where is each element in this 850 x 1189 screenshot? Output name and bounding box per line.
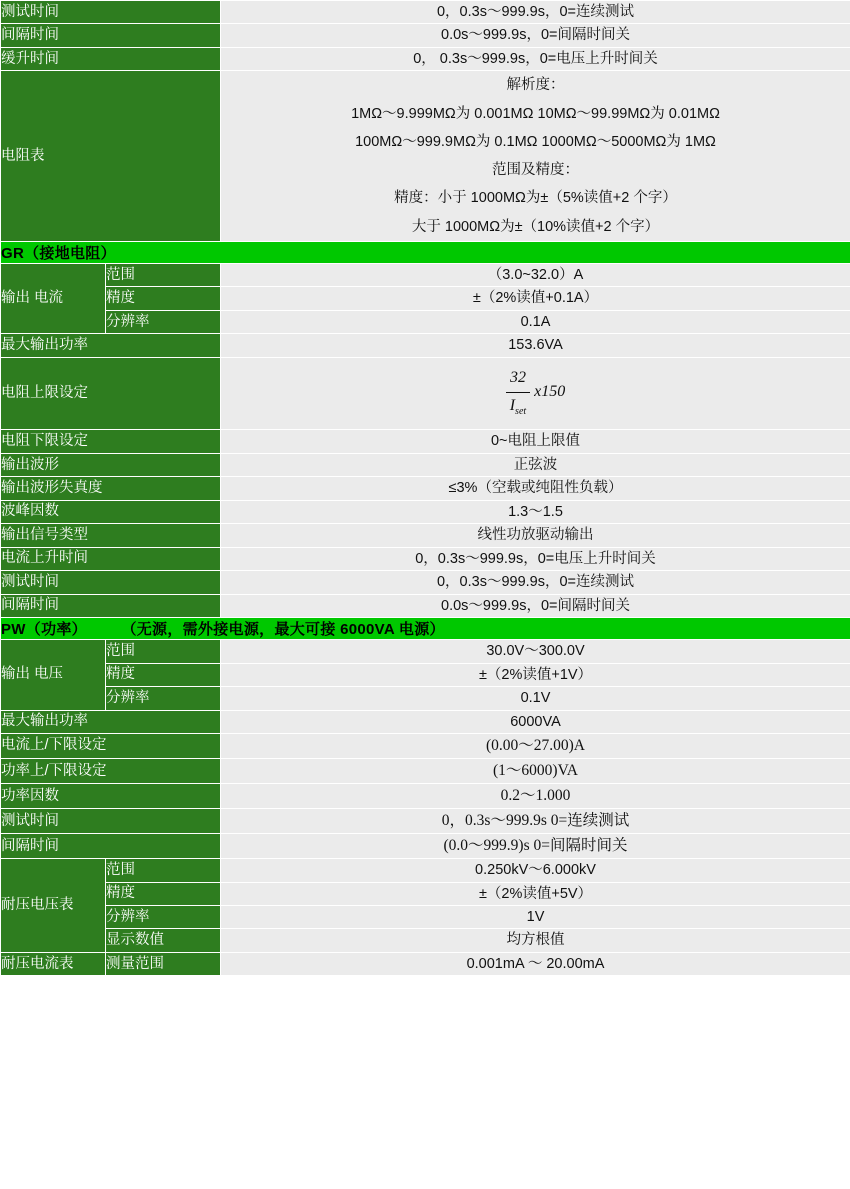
label-line-1: 输出 — [1, 289, 30, 306]
sub-row-value: 均方根值 — [221, 929, 850, 952]
row-label: 缓升时间 — [1, 47, 221, 70]
row-value: 0.0s～999.9s，0=间隔时间关 — [221, 594, 850, 617]
sub-row-value: 0.1A — [221, 310, 850, 333]
section-header-pw-cell — [1, 618, 850, 640]
row-value: ≤3%（空载或纯阻性负载） — [221, 477, 850, 500]
row-label: 间隔时间 — [1, 594, 221, 617]
table-row — [1, 47, 850, 70]
row-value: 0，0.3s～999.9s，0=连续测试 — [221, 1, 850, 24]
section-note: （无源，需外接电源，最大可接 6000VA 电源） — [121, 621, 445, 639]
sub-row-label: 精度 — [106, 882, 221, 905]
sub-row-label: 分辨率 — [106, 310, 221, 333]
row-label: 测试时间 — [1, 1, 221, 24]
label-line-2: 电压 — [34, 666, 64, 683]
table-row — [1, 882, 850, 905]
resistance-line: 范围及精度： — [492, 162, 579, 179]
row-label-output-current — [1, 264, 106, 334]
row-label-withstand-voltmeter: 耐压电压表 — [1, 859, 106, 953]
row-value: 0，0.3s～999.9s，0=电压上升时间关 — [221, 547, 850, 570]
row-value: 6000VA — [221, 710, 850, 733]
section-header-gr — [1, 242, 850, 264]
sub-row-label: 测量范围 — [106, 952, 221, 975]
table-row-resistance-meter — [1, 71, 850, 242]
table-row — [1, 687, 850, 710]
row-label: 间隔时间 — [1, 834, 221, 859]
row-value: 0.2～1.000 — [221, 784, 850, 809]
sub-row-value: 0.1V — [221, 687, 850, 710]
table-row — [1, 547, 850, 570]
section-title: GR（接地电阻） — [1, 242, 850, 264]
table-row — [1, 1, 850, 24]
row-label: 波峰因数 — [1, 500, 221, 523]
row-value-formula — [221, 357, 850, 429]
sub-row-value: 30.0V～300.0V — [221, 640, 850, 663]
table-row — [1, 784, 850, 809]
section-title: PW（功率） — [1, 621, 87, 639]
row-label: 间隔时间 — [1, 24, 221, 47]
table-row — [1, 524, 850, 547]
row-value: (0.0～999.9)s 0=间隔时间关 — [221, 834, 850, 859]
row-value: (1～6000)VA — [221, 759, 850, 784]
row-label: 测试时间 — [1, 571, 221, 594]
sub-row-value: 0.001mA ～ 20.00mA — [221, 952, 850, 975]
table-row — [1, 640, 850, 663]
row-label: 电阻下限设定 — [1, 430, 221, 453]
row-label-output-voltage — [1, 640, 106, 710]
fraction-denominator: $I_{set}$ — [506, 392, 530, 420]
row-value: 0，0.3s～999.9s，0=连续测试 — [221, 571, 850, 594]
sub-row-value: ±（2%读值+1V） — [221, 663, 850, 686]
table-row — [1, 594, 850, 617]
table-row — [1, 952, 850, 975]
sub-row-label: 精度 — [106, 663, 221, 686]
sub-row-label: 分辨率 — [106, 906, 221, 929]
sub-row-value: 1V — [221, 906, 850, 929]
formula-multiplier: x150 — [534, 383, 566, 401]
table-row — [1, 834, 850, 859]
resistance-meter-value — [221, 71, 850, 242]
resistance-line: 解析度： — [506, 77, 565, 94]
table-row — [1, 334, 850, 357]
table-row — [1, 264, 850, 287]
row-label-withstand-ammeter: 耐压电流表 — [1, 952, 106, 975]
row-value: 0.0s～999.9s，0=间隔时间关 — [221, 24, 850, 47]
row-value: 1.3～1.5 — [221, 500, 850, 523]
row-label: 测试时间 — [1, 809, 221, 834]
table-row — [1, 477, 850, 500]
resistance-line: 1MΩ～9.999MΩ为 0.001MΩ 10MΩ～99.99MΩ为 0.01MΩ — [351, 105, 720, 122]
resistance-line: 100MΩ～999.9MΩ为 0.1MΩ 1000MΩ～5000MΩ为 1MΩ — [355, 133, 716, 150]
row-label: 输出波形 — [1, 453, 221, 476]
sub-row-value: 0.250kV～6.000kV — [221, 859, 850, 882]
sub-row-label: 范围 — [106, 859, 221, 882]
sub-row-label: 范围 — [106, 640, 221, 663]
table-row — [1, 453, 850, 476]
row-label: 功率上/下限设定 — [1, 759, 221, 784]
row-label: 功率因数 — [1, 784, 221, 809]
resistance-line: 精度：小于 1000MΩ为±（5%读值+2 个字） — [394, 190, 677, 207]
table-row — [1, 571, 850, 594]
sub-row-label: 精度 — [106, 287, 221, 310]
row-label: 电阻表 — [1, 71, 221, 242]
row-value: 线性功放驱动输出 — [221, 524, 850, 547]
table-row-resistance-upper — [1, 357, 850, 429]
sub-row-value: ±（2%读值+0.1A） — [221, 287, 850, 310]
fraction-numerator: 32 — [509, 368, 526, 386]
sub-row-label: 分辨率 — [106, 687, 221, 710]
table-row — [1, 759, 850, 784]
row-value: (0.00～27.00)A — [221, 733, 850, 758]
table-row — [1, 929, 850, 952]
table-row — [1, 710, 850, 733]
row-label: 最大输出功率 — [1, 710, 221, 733]
resistance-line: 大于 1000MΩ为±（10%读值+2 个字） — [411, 218, 660, 235]
table-row — [1, 809, 850, 834]
sub-row-label: 显示数值 — [106, 929, 221, 952]
label-line-2: 电流 — [34, 289, 64, 306]
row-label: 输出信号类型 — [1, 524, 221, 547]
sub-row-label: 范围 — [106, 264, 221, 287]
row-label: 最大输出功率 — [1, 334, 221, 357]
row-value: 0，0.3s～999.9s 0=连续测试 — [221, 809, 850, 834]
row-value: 0， 0.3s～999.9s，0=电压上升时间关 — [221, 47, 850, 70]
table-row — [1, 733, 850, 758]
formula — [506, 358, 566, 429]
table-row — [1, 310, 850, 333]
fraction — [506, 366, 530, 419]
row-label: 输出波形失真度 — [1, 477, 221, 500]
row-value: 正弦波 — [221, 453, 850, 476]
table-row — [1, 24, 850, 47]
section-header-pw — [1, 618, 850, 640]
row-value: 0~电阻上限值 — [221, 430, 850, 453]
row-label: 电流上升时间 — [1, 547, 221, 570]
table-row — [1, 430, 850, 453]
table-row — [1, 500, 850, 523]
row-label: 电流上/下限设定 — [1, 733, 221, 758]
label-line-1: 输出 — [1, 666, 30, 683]
table-row — [1, 287, 850, 310]
sub-row-value: （3.0~32.0）A — [221, 264, 850, 287]
table-row — [1, 663, 850, 686]
row-label: 电阻上限设定 — [1, 357, 221, 429]
row-value: 153.6VA — [221, 334, 850, 357]
table-row — [1, 906, 850, 929]
sub-row-value: ±（2%读值+5V） — [221, 882, 850, 905]
table-row — [1, 859, 850, 882]
